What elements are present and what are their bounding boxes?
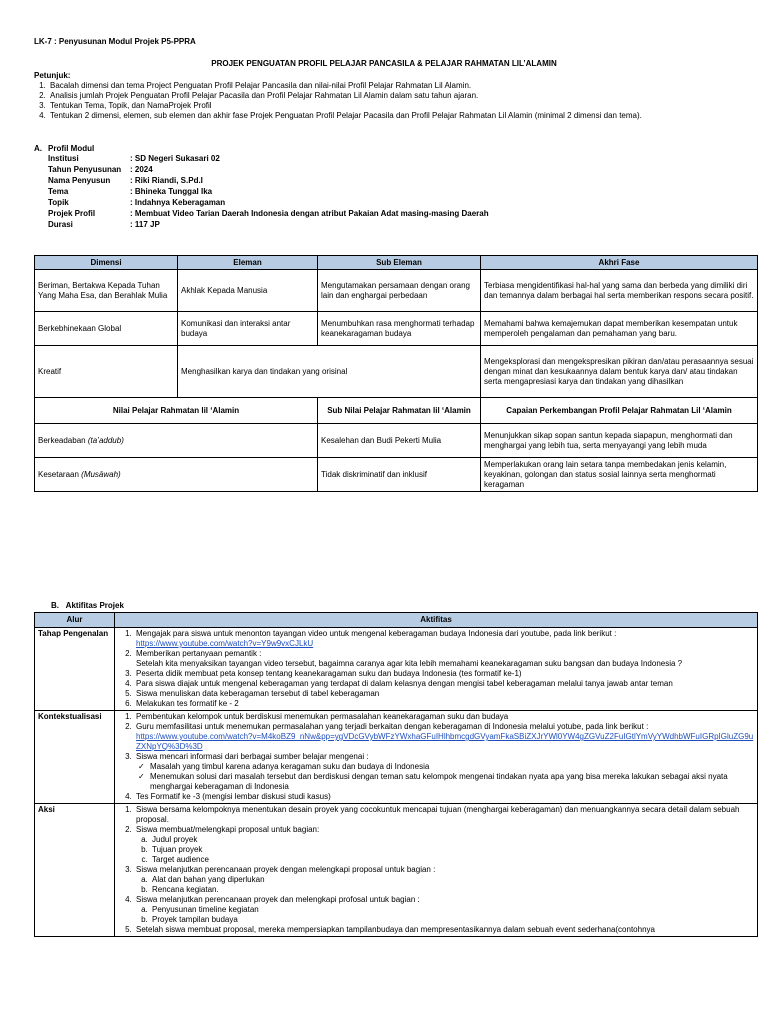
table-row: [35, 628, 758, 711]
youtube-link[interactable]: https://www.youtube.com/watch?v=M4koBZ9_nNw&pp=ygVDcGVybWFzYWxhaGFuIHlhbmcgdGVyamFkaSBiZXJrYWl0YW4gZGVuZ2FuIGtlYmVyYWdhbWFuIGRpIGluZG9uZXNpYQ%3D%3D: [136, 732, 754, 751]
field-label: Projek Profil: [48, 209, 96, 218]
field-label: Tema: [48, 187, 69, 196]
table-cell: Akhlak Kepada Manusia: [178, 270, 318, 312]
activity-cell: [115, 711, 758, 804]
list-item: 4. Tes Formatif ke -3 (mengisi lembar diskusi studi kasus): [134, 792, 754, 802]
column-header: Akhri Fase: [481, 256, 758, 270]
section-title: Profil Modul: [48, 144, 95, 153]
column-header: Sub Nilai Pelajar Rahmatan lil ‘Alamin: [318, 398, 481, 424]
item-text: Siswa mencari informasi dari berbagai sumber belajar mengenai :: [136, 752, 369, 761]
item-text: Memberikan pertanyaan pemantik :: [136, 649, 262, 658]
instructions-heading: Petunjuk:: [34, 71, 71, 80]
item-text: Siswa melanjutkan perencanaan proyek dengan melengkapi proposal untuk bagian :: [136, 865, 436, 874]
sub-item: b. Rencana kegiatan.: [150, 885, 754, 895]
table-cell: Berkebhinekaan Global: [35, 312, 178, 346]
sub-item: b. Proyek tampilan budaya: [150, 915, 754, 925]
checklist: [136, 762, 754, 792]
field-value: : Bhineka Tunggal Ika: [130, 187, 213, 196]
table-cell: Terbiasa mengidentifikasi hal-hal yang sama dan berbeda yang dimiliki diri dan temannya dalam berbagai hal serta memberikan respons secara positif.: [481, 270, 758, 312]
table-cell: Kreatif: [35, 346, 178, 398]
activity-cell: [115, 804, 758, 937]
nilai-label: Kesetaraan: [38, 469, 79, 479]
profile-fields: [48, 154, 754, 231]
table-cell: Memperlakukan orang lain setara tanpa membedakan jenis kelamin, keyakinan, golongan dan status sosial lainnya serta menghormati keragaman: [481, 458, 758, 492]
table-cell: Menumbuhkan rasa menghormati terhadap keanekaragaman budaya: [318, 312, 481, 346]
nilai-term: (Musāwah): [81, 469, 121, 479]
column-header: Capaian Perkembangan Profil Pelajar Rahmatan Lil ‘Alamin: [481, 398, 758, 424]
item-text: Siswa melanjutkan perencanaan proyek dan melengkapi profosal untuk bagian :: [136, 895, 420, 904]
field-row-durasi: [48, 220, 754, 231]
field-row-topik: [48, 198, 754, 209]
item-text: Guru memfasilitasi untuk menemukan permasalahan yang terjadi berkaitan dengan keberagaman di Indonesia melalui yotube, pada link berikut :: [136, 722, 649, 731]
activity-list: [118, 805, 754, 935]
table-cell: [35, 424, 318, 458]
list-item: 4. Para siswa diajak untuk mengenal keberagaman yang terdapat di dalam kelasnya dengan mengisi tabel keberagaman melalui tanya jawab antar teman: [134, 679, 754, 689]
list-item: [134, 629, 754, 649]
list-item: 5. Setelah siswa membuat proposal, mereka mempersiapkan tampilanbudaya dan mempresentasikannya dalam sebuah event sederhana(contohnya: [134, 925, 754, 935]
instruction-item: 4. Tentukan 2 dimensi, elemen, sub elemen dan akhir fase Projek Penguatan Profil Pelajar Pacasila dan Profil Pelajar Rahmatan Lil Alamin (minimal 2 dimensi dan tema).: [48, 111, 754, 121]
list-item: 5. Siswa menuliskan data keberagaman tersebut di tabel keberagaman: [134, 689, 754, 699]
list-item: [134, 865, 754, 895]
table-subheader-row: [35, 398, 758, 424]
list-item: 1. Siswa bersama kelompoknya menentukan desain proyek yang cocokuntuk mencapai tujuan (menghargai keberagaman) dan menuangkannya secara detail dalam sebuah proposal.: [134, 805, 754, 825]
field-value: : 117 JP: [130, 220, 160, 229]
table-row: [35, 711, 758, 804]
field-row-tahun: [48, 165, 754, 176]
table-row: [35, 458, 758, 492]
sub-item: a. Alat dan bahan yang diperlukan: [150, 875, 754, 885]
field-row-institusi: [48, 154, 754, 165]
list-item: [134, 825, 754, 865]
item-text: Siswa membuat/melengkapi proposal untuk bagian:: [136, 825, 320, 834]
column-header: Sub Eleman: [318, 256, 481, 270]
table-row: [35, 346, 758, 398]
youtube-link[interactable]: https://www.youtube.com/watch?v=Y9w9vxCJLkU: [136, 639, 314, 648]
field-label: Topik: [48, 198, 69, 207]
section-b-heading: [51, 601, 124, 611]
table-cell: Komunikasi dan interaksi antar budaya: [178, 312, 318, 346]
instructions: [34, 71, 754, 121]
table-cell: [35, 458, 318, 492]
column-header: Nilai Pelajar Rahmatan lil ‘Alamin: [35, 398, 318, 424]
table-row: [35, 424, 758, 458]
check-item: ✓ Menemukan solusi dari masalah tersebut dan berdiskusi dengan teman satu kelompok mengenai tindakan nyata apa yang bisa mereka lakukan sebagai aksi nyata menghargai keberagaman di Indonesia: [148, 772, 754, 792]
list-item: 3. Peserta didik membuat peta konsep tentang keanekaragaman suku dan budaya Indonesia (tes formatif ke-1): [134, 669, 754, 679]
sub-list: [136, 835, 754, 865]
check-item: ✓ Masalah yang timbul karena adanya keragaman suku dan budaya di Indonesia: [148, 762, 754, 772]
field-value: : 2024: [130, 165, 153, 174]
table-header-row: [35, 613, 758, 628]
activity-list: [118, 712, 754, 802]
field-row-projek: [48, 209, 754, 220]
field-label: Durasi: [48, 220, 73, 229]
table-cell: Mengutamakan persamaan dengan orang lain dan enghargai perbedaan: [318, 270, 481, 312]
page-title: PROJEK PENGUATAN PROFIL PELAJAR PANCASILA & PELAJAR RAHMATAN LIL’ALAMIN: [211, 59, 557, 68]
item-detail: Setelah kita menyaksikan tayangan video tersebut, bagaimna caranya agar kita lebih memahami keanekaragaman suku bangsan dan budaya Indonesia ?: [136, 659, 683, 668]
table-cell: Kesalehan dan Budi Pekerti Mulia: [318, 424, 481, 458]
item-text: Mengajak para siswa untuk menonton tayangan video untuk mengenal keberagaman budaya Indonesia dari youtube, pada link berikut :: [136, 629, 617, 638]
sub-item: a. Penyusunan timeline kegiatan: [150, 905, 754, 915]
field-label: Nama Penyusun: [48, 176, 111, 185]
table-cell: Memahami bahwa kemajemukan dapat memberikan kesempatan untuk memperoleh pengalaman dan pemahaman yang baru.: [481, 312, 758, 346]
list-item: [134, 752, 754, 792]
sub-list: [136, 905, 754, 925]
instruction-item: 2. Analisis jumlah Projek Penguatan Profil Pelajar Pacasila dan Profil Pelajar Rahmatan Lil Alamin dalam satu tahun ajaran.: [48, 91, 754, 101]
field-label: Institusi: [48, 154, 79, 163]
instruction-item: 1. Bacalah dimensi dan tema Project Penguatan Profil Pelajar Pancasila dan nilai-nilai Profil Pelajar Rahmatan Lil Alamin.: [48, 81, 754, 91]
activity-table: [34, 612, 758, 937]
sub-item: a. Judul proyek: [150, 835, 754, 845]
table-row: [35, 270, 758, 312]
section-title: Aktifitas Projek: [65, 601, 124, 610]
table-row: [35, 804, 758, 937]
table-cell: Menghasilkan karya dan tindakan yang orisinal: [178, 346, 481, 398]
dimension-table: [34, 255, 758, 492]
table-row: [35, 312, 758, 346]
instructions-list: [34, 81, 754, 121]
list-item: [134, 649, 754, 669]
table-cell: Menunjukkan sikap sopan santun kepada siapapun, menghormati dan menghargai yang lebih tua, serta menyayangi yang lebih muda: [481, 424, 758, 458]
field-value: : SD Negeri Sukasari 02: [130, 154, 220, 163]
field-row-penyusun: [48, 176, 754, 187]
table-cell: Mengeksplorasi dan mengekspresikan pikiran dan/atau perasaannya sesuai dengan minat dan kesukaannya dalam bentuk karya dan/ atau tindakan serta mengapresiasi karya dan tindakan yang dihasilkan: [481, 346, 758, 398]
module-profile: [34, 144, 754, 231]
column-header: Eleman: [178, 256, 318, 270]
section-marker: B.: [51, 601, 59, 610]
sub-item: c. Target audience: [150, 855, 754, 865]
column-header: Aktifitas: [115, 613, 758, 628]
activity-list: [118, 629, 754, 709]
sub-list: [136, 875, 754, 895]
field-value: : Membuat Video Tarian Daerah Indonesia dengan atribut Pakaian Adat masing-masing Daerah: [130, 209, 489, 218]
section-a-heading: [34, 144, 754, 154]
field-label: Tahun Penyusunan: [48, 165, 122, 174]
section-marker: A.: [34, 144, 42, 153]
alur-cell: Aksi: [35, 804, 115, 937]
list-item: [134, 722, 754, 752]
field-row-tema: [48, 187, 754, 198]
alur-cell: Tahap Pengenalan: [35, 628, 115, 711]
table-header-row: [35, 256, 758, 270]
worksheet-code: LK-7 : Penyusunan Modul Projek P5-PPRA: [34, 37, 196, 46]
table-cell: Tidak diskriminatif dan inklusif: [318, 458, 481, 492]
field-value: : Riki Riandi, S.Pd.I: [130, 176, 203, 185]
field-value: : Indahnya Keberagaman: [130, 198, 226, 207]
sub-item: b. Tujuan proyek: [150, 845, 754, 855]
column-header: Alur: [35, 613, 115, 628]
activity-cell: [115, 628, 758, 711]
list-item: 6. Melakukan tes formatif ke - 2: [134, 699, 754, 709]
list-item: [134, 895, 754, 925]
list-item: 1. Pembentukan kelompok untuk berdiskusi menemukan permasalahan keanekaragaman suku dan budaya: [134, 712, 754, 722]
alur-cell: Kontekstualisasi: [35, 711, 115, 804]
nilai-term: (ta’addub): [87, 435, 124, 445]
column-header: Dimensi: [35, 256, 178, 270]
nilai-label: Berkeadaban: [38, 435, 86, 445]
table-cell: Beriman, Bertakwa Kepada Tuhan Yang Maha Esa, dan Berahlak Mulia: [35, 270, 178, 312]
instruction-item: 3. Tentukan Tema, Topik, dan NamaProjek Profil: [48, 101, 754, 111]
